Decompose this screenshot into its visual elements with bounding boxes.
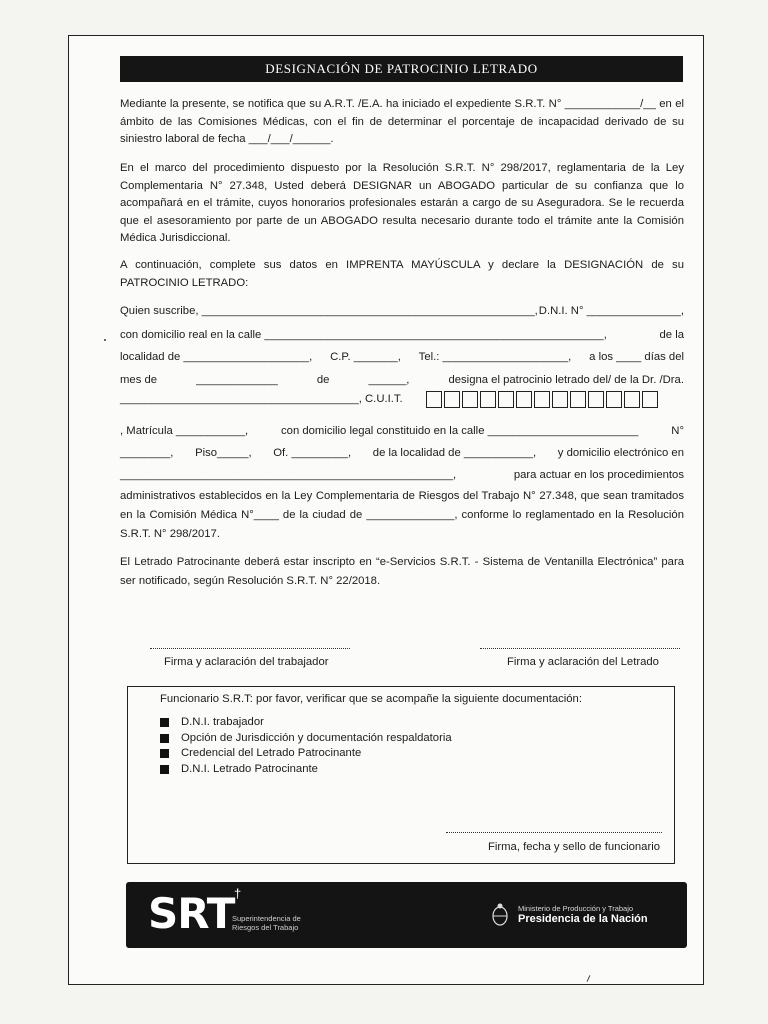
checklist-item-label: Credencial del Letrado Patrocinante xyxy=(181,747,362,759)
instruction-paragraph: A continuación, complete sus datos en IMPRENTA MAYÚSCULA y declare la DESIGNACIÓN de su PATROCINIO LETRADO: xyxy=(120,259,684,289)
form-title: DESIGNACIÓN DE PATROCINIO LETRADO xyxy=(120,56,683,82)
form-line-locality xyxy=(120,349,684,365)
year-field[interactable]: ______, xyxy=(368,374,410,386)
cuit-digit-box[interactable] xyxy=(516,391,532,408)
srt-logo: SRT xyxy=(148,889,235,938)
form-line-month xyxy=(120,372,684,388)
month-field[interactable]: _____________ xyxy=(196,374,278,386)
letrado-note: El Letrado Patrocinante deberá estar inscripto en “e-Servicios S.R.T. - Sistema de Ventanilla Electrónica” para ser notificado, según Resolución S.R.T. N° 22/2018. xyxy=(120,556,684,587)
cuit-digit-box[interactable] xyxy=(462,391,478,408)
cuit-digit-box[interactable] xyxy=(606,391,622,408)
cuit-digit-box[interactable] xyxy=(444,391,460,408)
footer-banner xyxy=(126,882,687,948)
address-suffix: de la xyxy=(659,329,684,341)
phone-field[interactable]: Tel.: ____________________, xyxy=(418,351,572,363)
matricula-field[interactable]: , Matrícula ___________, xyxy=(120,425,249,437)
dni-field[interactable]: D.N.I. N° _______________, xyxy=(538,305,684,317)
year-label: de xyxy=(316,374,330,386)
bullet-square-icon xyxy=(160,734,169,743)
srt-subtitle-line2: Riesgos del Trabajo xyxy=(232,922,299,932)
cuit-digit-box[interactable] xyxy=(426,391,442,408)
cuit-digit-box[interactable] xyxy=(534,391,550,408)
form-line-email xyxy=(120,467,684,483)
coat-of-arms-icon xyxy=(491,902,509,928)
official-signature-line[interactable] xyxy=(446,832,662,833)
postal-code-field[interactable]: C.P. _______, xyxy=(330,351,401,363)
procedure-paragraph: En el marco del procedimiento dispuesto por la Resolución S.R.T. N° 298/2017, reglamentaria de la Ley Complementaria N° 27.348, Usted deberá DESIGNAR un ABOGADO particular de su confianza que lo acompañará en el trámite, cuyos honorarios profesionales estarán a cargo de su Aseguradora. Se le recuerda que el asesoramiento por parte de un ABOGADO resulta necesario durante todo el trámite ante la Comisión Médica Jurisdiccional. xyxy=(120,162,684,244)
legal-locality-field[interactable]: de la localidad de ___________, xyxy=(372,447,537,459)
official-signature-label: Firma, fecha y sello de funcionario xyxy=(487,841,660,853)
cross-icon: † xyxy=(234,886,242,901)
lawyer-signature-line[interactable] xyxy=(480,648,680,649)
procedures-paragraph: administrativos establecidos en la Ley Complementaria de Riesgos del Trabajo N° 27.348, que sean tramitados en la Comisión Médica N°____ de la ciudad de ______________, conforme lo reglamentado en la Resolución S.R.T. N° 298/2017. xyxy=(120,490,684,540)
cuit-digit-box[interactable] xyxy=(480,391,496,408)
number-label: N° xyxy=(671,425,684,437)
checklist-items xyxy=(160,715,452,777)
checklist-item xyxy=(160,731,452,747)
presidency-label: Presidencia de la Nación xyxy=(518,913,648,925)
cuit-digit-box[interactable] xyxy=(642,391,658,408)
form-line-name xyxy=(120,303,684,319)
name-field[interactable]: Quien suscribe, _____________________________________________________, xyxy=(120,305,538,317)
electronic-domicile-field[interactable]: _____________________________________________________, xyxy=(120,469,457,481)
intro-paragraph: Mediante la presente, se notifica que su A.R.T. /E.A. ha iniciado el expediente S.R.T. N° ____________/__ en el ámbito de las Comisiones Médicas, con el fin de determinar el porcentaje de incapacidad derivado de su siniestro laboral de fecha ___/___/______. xyxy=(120,98,684,145)
lawyer-signature-label: Firma y aclaración del Letrado xyxy=(507,656,659,668)
address-field[interactable]: con domicilio real en la calle ______________________________________________________, xyxy=(120,329,607,341)
checklist-item xyxy=(160,762,452,778)
checklist-item-label: Opción de Jurisdicción y documentación respaldatoria xyxy=(181,731,452,744)
checklist-item-label: D.N.I. trabajador xyxy=(181,716,264,728)
documentation-checklist xyxy=(127,686,675,864)
designation-text: designa el patrocinio letrado del/ de la Dr. /Dra. xyxy=(448,374,684,386)
ministry-label: Ministerio de Producción y Trabajo xyxy=(518,904,634,913)
month-label: mes de xyxy=(120,374,158,386)
bullet-square-icon xyxy=(160,718,169,727)
worker-signature-line[interactable] xyxy=(150,648,350,649)
form-line-matricula xyxy=(120,423,684,439)
procedures-text: para actuar en los procedimientos xyxy=(513,469,684,481)
srt-subtitle-line1: Superintendencia de xyxy=(232,914,301,923)
checklist-item xyxy=(160,715,452,731)
floor-field[interactable]: Piso_____, xyxy=(195,447,252,459)
day-field[interactable]: a los ____ días del xyxy=(589,351,684,363)
bullet-square-icon xyxy=(160,765,169,774)
locality-field[interactable]: localidad de ____________________, xyxy=(120,351,313,363)
cuit-digit-box[interactable] xyxy=(588,391,604,408)
street-number-field[interactable]: ________, xyxy=(120,447,174,459)
srt-subtitle xyxy=(232,915,301,932)
cuit-digit-box[interactable] xyxy=(570,391,586,408)
form-line-floor xyxy=(120,445,684,461)
checklist-title: Funcionario S.R.T: por favor, verificar que se acompañe la siguiente documentación: xyxy=(160,693,582,705)
electronic-domicile-label: y domicilio electrónico en xyxy=(557,447,684,459)
scan-speck xyxy=(104,339,106,341)
bullet-square-icon xyxy=(160,749,169,758)
cuit-digit-box[interactable] xyxy=(552,391,568,408)
worker-signature-label: Firma y aclaración del trabajador xyxy=(164,656,329,668)
legal-address-field[interactable]: con domicilio legal constituido en la calle ________________________ xyxy=(281,425,639,437)
office-field[interactable]: Of. _________, xyxy=(273,447,352,459)
checklist-item-label: D.N.I. Letrado Patrocinante xyxy=(181,762,318,775)
checklist-item xyxy=(160,746,452,762)
cuit-boxes xyxy=(426,391,658,408)
lawyer-name-cuit-field[interactable]: ______________________________________, C.U.I.T. xyxy=(120,393,403,405)
cuit-digit-box[interactable] xyxy=(624,391,640,408)
form-line-address xyxy=(120,327,684,343)
cuit-digit-box[interactable] xyxy=(498,391,514,408)
